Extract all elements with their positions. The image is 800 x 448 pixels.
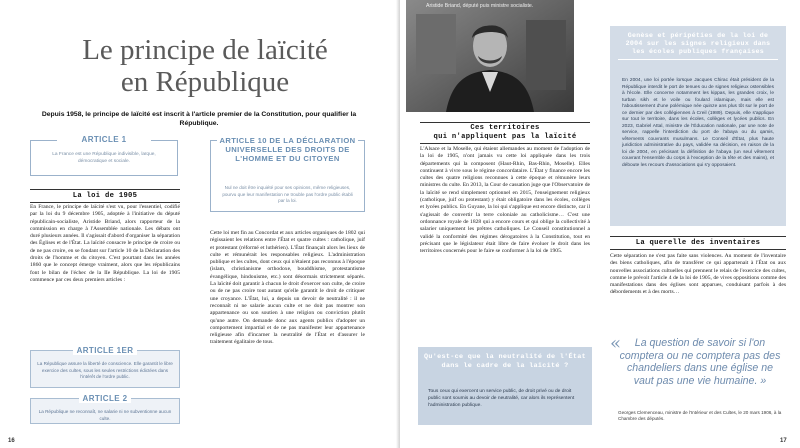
quote-text bbox=[618, 337, 782, 387]
article-2-heading-label: ARTICLE 2 bbox=[79, 394, 132, 403]
loi-2004-sidebar bbox=[610, 26, 786, 226]
neutrality-box bbox=[418, 347, 592, 425]
title-line-2: en République bbox=[120, 66, 290, 98]
briand-portrait-illustration bbox=[406, 0, 574, 112]
article-1er-heading-label: ARTICLE 1ER bbox=[73, 346, 138, 355]
article-1er-heading bbox=[31, 346, 179, 355]
article-2-heading bbox=[31, 394, 179, 403]
inventaires-text: Cette séparation ne s'est pas faite sans violences. Au moment de l'inventaire des biens catholiques, afin de transférer ce qui appartenait à l'État ou aux nouvelles associations cultuelles qui prennent le relais de l'exercice des cultes, comme le prévoit l'article 4 de la loi de 1905, de vives oppositions comme des manifestations dans des églises sont apparues, conduisant parfois à des débordements et à des morts… bbox=[610, 253, 786, 296]
article-1-text: La France est une République indivisible, laïque, démocratique et sociale. bbox=[52, 152, 156, 164]
page-number-left: 16 bbox=[8, 438, 15, 444]
neutrality-heading: Qu'est-ce que la neutralité de l'État dans le cadre de la laïcité ? bbox=[424, 353, 587, 370]
clemenceau-quote bbox=[610, 333, 786, 423]
lead-paragraph: Depuis 1958, le principe de laïcité est inscrit à l'article premier de la Constitution, pour qualifier la République. bbox=[41, 111, 357, 127]
right-page bbox=[400, 0, 800, 448]
quote-closing-mark: » bbox=[760, 374, 767, 387]
territoires-heading-line-1: Ces territoires bbox=[470, 124, 540, 132]
loi-1905-text: En France, le principe de laïcité s'est vu, pour l'essentiel, codifié par la loi du 9 décembre 1905, adoptée à l'initiative du député républicain-socialiste, Aristide Briand, alors rapporteur de la commission en charge à l'Assemblée nationale. Les débats ont duré plusieurs années. Il s'agissait d'abord d'organiser la séparation des Églises et de l'État. La laïcité consacre le principe de croire ou de ne pas croire, en se fondant sur l'article 10 de la Déclaration des droits de l'homme et du citoyen. C'est pourtant dans les années 1860 que le concept émerge vraiment, alors que les républicains font le bilan de l'échec de la IIe République. La loi de 1905 commence par ces deux premiers articles : bbox=[30, 204, 180, 283]
loi-2004-text: En 2004, une loi portée lorsque Jacques Chirac était président de la République interdit le port de tenues ou de signes religieux ostensibles à l'école. Elle concerne notamment les kippas, les grandes croix, le turban sikh et le voile ou foulard islamique, mais elle est l'aboutissement d'une polémique née quinze ans plus tôt sur le port de ce dernier par des collégiennes à Creil (1989). Depuis, elle s'applique sur tout le territoire, dans les écoles, collèges et lycées publics. En 2023, Gabriel Attal, ministre de l'Éducation nationale, par une note de service, rappelle l'interdiction du port de l'abaya ou du qamis, vêtements couvrants musulmans. Le Conseil d'État, plus haute juridiction administrative du pays, validée sa décision, en raison de la loi de 2004, en précisant la définition de l'abaya (un seul vêtement couvrant l'ensemble du corps à l'exception de la tête et des mains), et déboute les recours d'associations qui s'y opposaient. bbox=[622, 78, 774, 168]
article-1er-text: La République assure la liberté de conscience. Elle garantit le libre exercice des cultes, sous les seules restrictions édictées dans l'intérêt de l'ordre public. bbox=[37, 361, 173, 380]
inventaires-heading: La querelle des inventaires bbox=[610, 236, 786, 250]
article-10-heading: ARTICLE 10 DE LA DÉCLARATION UNIVERSELLE DES DROITS DE L'HOMME ET DU CITOYEN bbox=[217, 136, 358, 163]
quote-attribution: Georges Clemenceau, ministre de l'Intérieur et des Cultes, le 20 mars 1906, à la Chambre des députés. bbox=[618, 410, 782, 421]
page-number-right: 17 bbox=[780, 438, 787, 444]
concordat-text: Cette loi met fin au Concordat et aux articles organiques de 1802 qui régissaient les relations entre l'État et quatre cultes : catholique, juif et protestant (réformé et luthérien). L'État finançait alors les lieux de culte et rémunérait les responsables religieux. L'administration publique et les cultes, dont ceux qui n'étaient pas reconnus à l'époque (islam, christianisme orthodoxe, bouddhisme, protestantisme évangélique, hindouisme, etc.) sont désormais strictement séparés. La laïcité doit garantir à chacun le droit d'exercer son culte, de croire ou de ne pas croire tout autant qu'elle garantit le droit de critiquer une croyance. L'État, lui, a depuis un devoir de neutralité : il ne reconnaît ni ne salarie aucun culte et ne doit pas montrer son appartenance ou son soutien à une religion ou conviction plutôt qu'une autre. On demande donc aux agents publics d'adopter un comportement impartial et de ne pas manifester leur appartenance religieuse afin d'incarner la neutralité de l'État et d'assurer le traitement égalitaire de tous. bbox=[210, 230, 365, 346]
territoires-text: L'Alsace et la Moselle, qui étaient allemandes au moment de l'adoption de la loi de 1905, n'ont jamais vu cette loi appliquée dans les trois départements qui la composent (Haut-Rhin, Bas-Rhin, Moselle). Elles continuent à vivre sous le régime concordataire. L'État y finance encore les cultes des quatre religions reconnues à cette époque et rémunère leurs ministres du culte. En 2013, la Cour de cassation juge que l'Observatoire de la laïcité se rend simplement optionnel en 2015, l'enseignement religieux (catholique, juif ou protestant) y était obligatoire dans les écoles, collèges et lycées publics. En Guyane, la loi qui s'applique est encore distincte, car il s'agissait de convertir la terre coloniale au catholicisme… C'est une ordonnance royale de 1828 qui a encore cours et qui oblige la collectivité à salarier uniquement les prêtres catholiques. Le Conseil constitutionnel a validé la conformité des régimes dérogatoires à la Constitution, tout en précisant que le législateur était libre de faire évoluer le droit dans les territoires concernés pour le faire se conformer à la loi de 1905. bbox=[420, 146, 590, 255]
article-1-constitution-box bbox=[30, 135, 178, 176]
article-1er-box bbox=[30, 346, 180, 388]
article-10-text: Nul ne doit être inquiété pour ses opinions, même religieuses, pourvu que leur manifestation ne trouble pas l'ordre public établi par la loi. bbox=[222, 185, 353, 204]
page-title bbox=[40, 34, 370, 98]
neutrality-text: Tous ceux qui exercent un service public, de droit privé ou de droit public sont soumis au devoir de neutralité, car alors ils représentent l'administration publique. bbox=[428, 389, 575, 408]
title-line-1: Le principe de laïcité bbox=[82, 34, 328, 66]
quote-mark-icon: « bbox=[610, 333, 622, 354]
article-1-heading: ARTICLE 1 bbox=[57, 135, 151, 144]
photo-caption: Aristide Briand, député puis ministre socialiste. bbox=[426, 3, 534, 9]
article-10-box bbox=[210, 136, 365, 212]
quote-body: La question de savoir si l'on comptera ou ne comptera pas des chandeliers dans une église ne vaut pas une vie humaine. bbox=[619, 337, 781, 387]
loi-1905-heading: La loi de 1905 bbox=[30, 189, 180, 203]
article-2-box bbox=[30, 394, 180, 424]
briand-photo bbox=[406, 0, 574, 112]
territoires-heading-line-2: qui n'appliquent pas la laïcité bbox=[433, 133, 577, 141]
territoires-heading bbox=[420, 122, 590, 144]
article-2-text: La République ne reconnaît, ne salarie ni ne subventionne aucun culte. bbox=[38, 409, 172, 421]
loi-2004-heading: Genèse et péripéties de la loi de 2004 sur les signes religieux dans les écoles publiques françaises bbox=[618, 32, 778, 60]
